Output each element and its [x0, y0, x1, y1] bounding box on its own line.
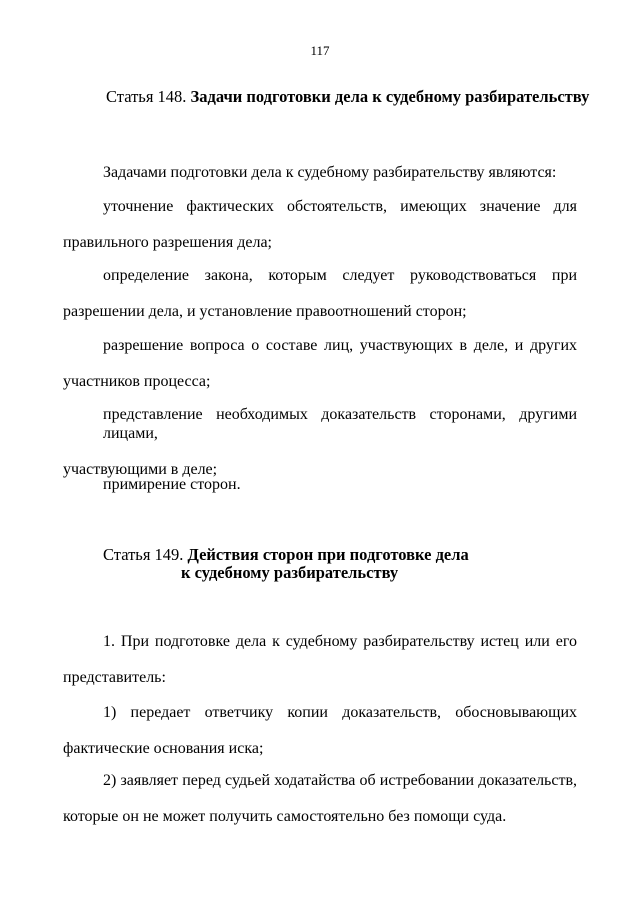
article-148-title: Задачи подготовки дела к судебному разбирательству	[190, 87, 590, 106]
paragraph-continuation: участвующими в деле;	[63, 461, 218, 478]
paragraph-first-line: примирение сторон.	[103, 476, 241, 493]
article-148-item-1	[63, 197, 577, 252]
article-149-title-line-2: к судебному разбирательству	[181, 563, 399, 582]
article-148-item-3	[63, 336, 577, 391]
article-149-item-1	[63, 632, 577, 687]
paragraph-first-line: определение закона, которым следует руководствоваться при	[103, 267, 577, 284]
article-149-heading	[103, 546, 469, 582]
paragraph-continuation: правильного разрешения дела;	[63, 234, 272, 251]
paragraph-first-line: 1. При подготовке дела к судебному разбирательству истец или его	[103, 633, 577, 650]
paragraph-continuation: которые он не может получить самостоятельно без помощи суда.	[63, 808, 507, 825]
paragraph-first-line: 1) передает ответчику копии доказательств, обосновывающих	[103, 704, 577, 721]
paragraph-continuation: участников процесса;	[63, 373, 211, 390]
article-148-number: Статья 148.	[106, 87, 187, 106]
article-148-item-2	[63, 266, 577, 321]
paragraph-continuation: представитель:	[63, 669, 166, 686]
article-148-item-5	[63, 475, 577, 494]
paragraph-first-line: разрешение вопроса о составе лиц, участвующих в деле, и других	[103, 337, 577, 354]
paragraph-first-line: представление необходимых доказательств сторонами, другими лицами,	[103, 406, 577, 442]
article-148-heading	[106, 88, 589, 106]
article-149-number: Статья 149.	[103, 545, 184, 564]
paragraph-continuation: разрешении дела, и установление правоотношений сторон;	[63, 303, 467, 320]
paragraph-continuation: фактические основания иска;	[63, 740, 264, 757]
page-number: 117	[310, 43, 330, 58]
article-148-intro-text: Задачами подготовки дела к судебному разбирательству являются:	[103, 164, 557, 181]
article-149-title-line-1: Действия сторон при подготовке дела	[187, 545, 469, 564]
article-148-intro	[63, 163, 577, 182]
article-148-item-4	[63, 405, 577, 479]
paragraph-first-line: уточнение фактических обстоятельств, имеющих значение для	[103, 198, 577, 215]
paragraph-first-line: 2) заявляет перед судьей ходатайства об истребовании доказательств,	[103, 772, 577, 789]
article-149-item-3	[63, 771, 577, 826]
article-149-item-2	[63, 703, 577, 758]
